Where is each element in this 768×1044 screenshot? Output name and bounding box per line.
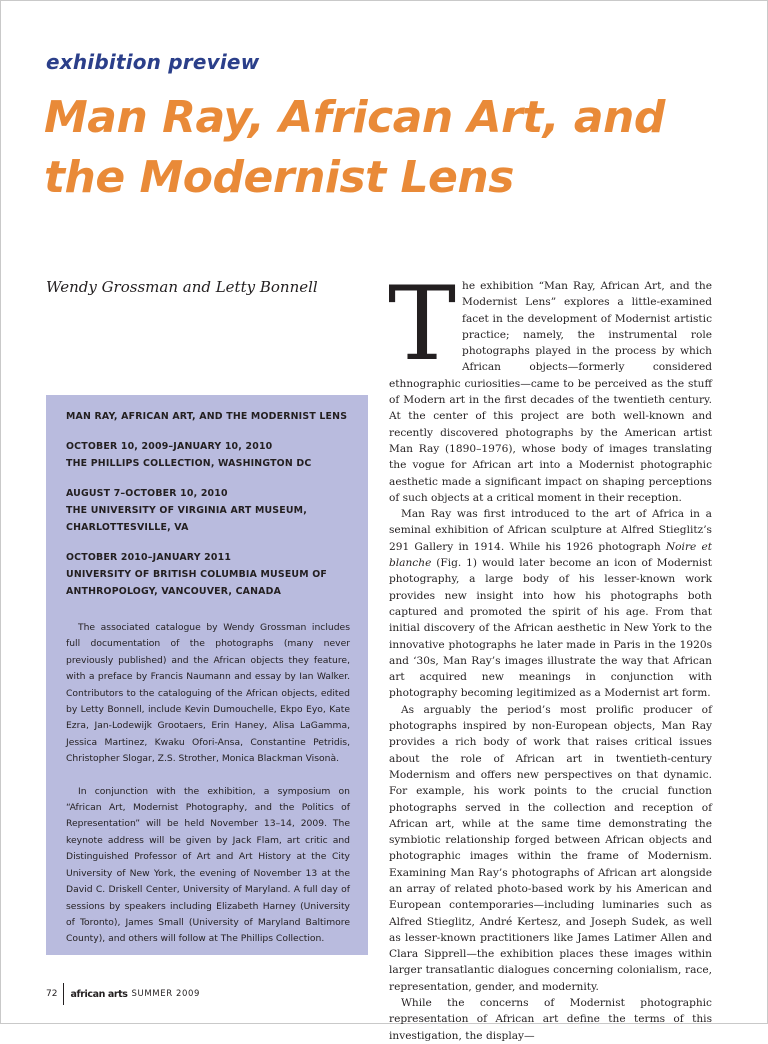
body-paragraph xyxy=(388,265,712,506)
issue-label: SUMMER 2009 xyxy=(131,989,201,999)
venue-block xyxy=(66,549,350,600)
symposium-paragraph: In conjunction with the exhibition, a symposium on “African Art, Modernist Photography, and the Politics of Representation” will be held November 13–14, 2009. The keynote address will be given by Jack Flam, art critic and Distinguished Professor of Art and Art History at the City University of New York, the evening of November 13 at the David C. Driskell Center, University of Maryland. A full day of sessions by speakers including Elizabeth Harney (University of Toronto), James Small (University of Maryland Baltimore County), and others will follow at The Phillips Collection. xyxy=(66,785,350,945)
venue-block xyxy=(66,485,350,536)
article-title: Man Ray, African Art, and the Modernist Lens xyxy=(44,92,665,203)
page-number: 72 xyxy=(46,989,58,999)
venue-dates: OCTOBER 10, 2009–JANUARY 10, 2010 xyxy=(66,441,273,452)
venue-dates: AUGUST 7–OCTOBER 10, 2010 xyxy=(66,488,228,499)
venue-place: UNIVERSITY OF BRITISH COLUMBIA MUSEUM OF xyxy=(66,569,328,580)
body-paragraph: While the concerns of Modernist photographic representation of African art define the terms of this investigation, the display— xyxy=(389,997,712,1042)
exhibition-info-sidebar xyxy=(46,395,368,955)
body-paragraph xyxy=(389,506,712,702)
section-kicker: exhibition preview xyxy=(46,50,260,74)
sidebar-heading-text: MAN RAY, AFRICAN ART, AND THE MODERNIST LENS xyxy=(66,411,348,422)
venue-dates: OCTOBER 2010–JANUARY 2011 xyxy=(66,552,232,563)
body-paragraph-text: he exhibition “Man Ray, African Art, and the Modernist Lens” explores a little-examined facet in the development of Modernist artistic practice; namely, the instrumental role photographs played in the process by which African objects—formerly considered ethnographic curiosities—came to be perceived as the stuff of Modern art in the first decades of the twentieth century. At the center of this project are both well-known and recently discovered photographs by the American artist Man Ray (1890–1976), whose body of images translating the vogue for African art into a Modernist photographic aesthetic made a significant impact on shaping perceptions of such objects at a critical moment in their reception. xyxy=(389,280,712,504)
page-footer xyxy=(46,986,200,1002)
venue-block xyxy=(66,438,350,472)
footer-divider xyxy=(63,983,64,1005)
body-text: Man Ray was first introduced to the art of Africa in a seminal exhibition of African sculpture at Alfred Stieglitz’s 291 Gallery in 1914. While his 1926 photograph xyxy=(389,508,712,553)
venue-place: THE PHILLIPS COLLECTION, WASHINGTON DC xyxy=(66,458,312,469)
magazine-brand: african arts xyxy=(70,988,128,1000)
venue-place: ANTHROPOLOGY, VANCOUVER, CANADA xyxy=(66,586,282,597)
drop-cap: T xyxy=(388,265,457,384)
artwork-title: Noire et blanche xyxy=(389,540,712,570)
sidebar-heading xyxy=(66,408,350,425)
article-authors: Wendy Grossman and Letty Bonnell xyxy=(46,278,318,296)
body-paragraph: As arguably the period’s most prolific producer of photographs inspired by non-European objects, Man Ray provides a rich body of work that raises critical issues about the role of African art in twentieth-century Modernism and offers new perspectives on that dynamic. For example, his work points to the crucial function photographs served in the collection and reception of African art, while at the same time demonstrating the symbiotic relationship forged between African objects and photographic images within the frame of Modernism. Examining Man Ray’s photographs of African art alongside an array of related photo-based work by his American and European contemporaries—including luminaries such as Alfred Stieglitz, André Kertesz, and Joseph Sudek, as well as lesser-known practitioners like James Latimer Allen and Clara Sipprell—the exhibition places these images within larger transatlantic dialogues concerning colonialism, race, representation, gender, and modernity. xyxy=(389,703,712,993)
catalogue-paragraph: The associated catalogue by Wendy Grossman includes full documentation of the photographs (many never previously published) and the African objects they feature, with a preface by Francis Naumann and essay by Ian Walker. Contributors to the cataloguing of the African objects, edited by Letty Bonnell, include Kevin Dumouchelle, Ekpo Eyo, Kate Ezra, Jan-Lodewijk Grootaers, Erin Haney, Alisa LaGamma, Jessica Martinez, Kwaku Ofori-Ansa, Constantine Petridis, Christopher Slogar, Z.S. Strother, Monica Blackman Visonà. xyxy=(66,622,350,765)
body-text: (Fig. 1) would later become an icon of Modernist photography, a large body of his lesser-known work provides new insight into how his photographs both captured and promoted the spirit of his age. From that initial discovery of the African aesthetic in New York to the innovative photographs he later made in Paris in the 1920s and ‘30s, Man Ray’s images illustrate the way that African art acquired new meanings in conjunction with photography becoming legitimized as a Modernist art form. xyxy=(389,557,712,700)
venue-place: CHARLOTTESVILLE, VA xyxy=(66,522,189,533)
article-body xyxy=(388,265,712,1044)
venue-place: THE UNIVERSITY OF VIRGINIA ART MUSEUM, xyxy=(66,505,307,516)
